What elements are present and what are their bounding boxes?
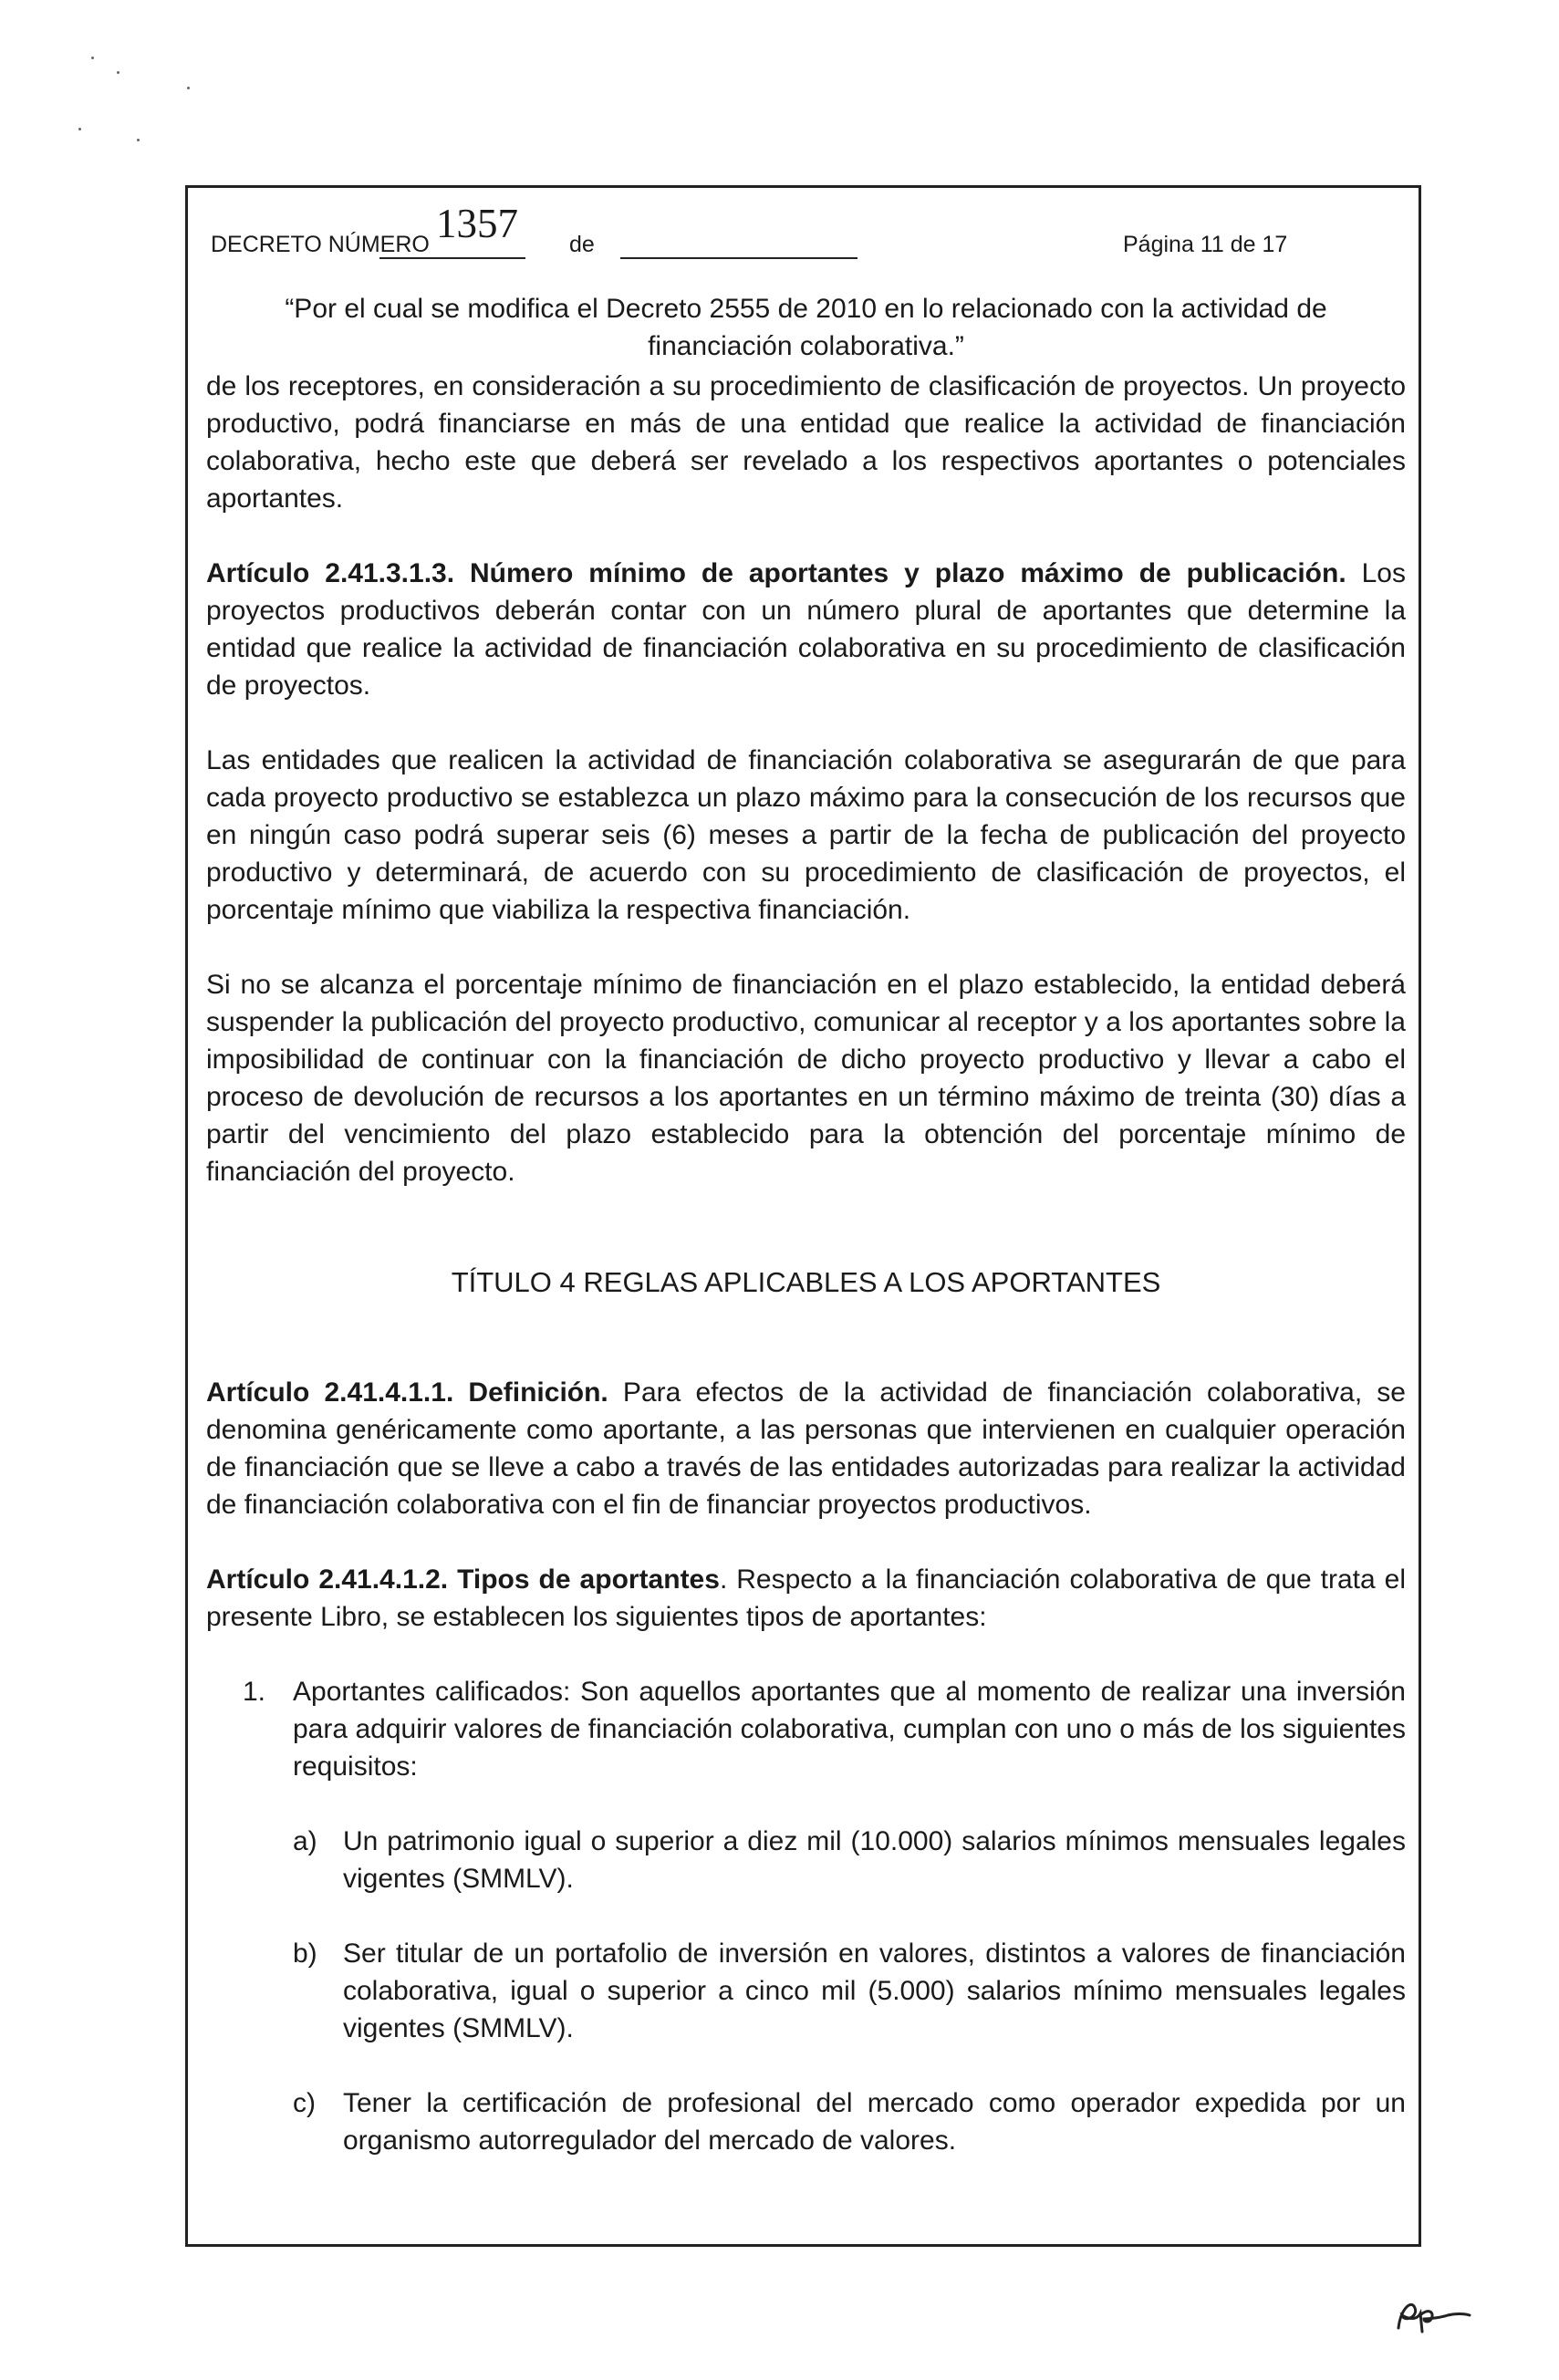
sub-item-c — [206, 2084, 1406, 2159]
list-number: 1. — [243, 1677, 266, 1707]
article-text: Los proyectos productivos deberán contar con un número plural de aportantes que determine la entidad que realice la actividad de financiación colaborativa en su procedimiento de clasificación de proyectos. — [206, 558, 1406, 701]
paragraph-plazo: Las entidades que realicen la actividad de financiación colaborativa se asegurarán de que para cada proyecto productivo se establezca un plazo máximo para la consecución de los recursos que en ningún caso podrá superar seis (6) meses a partir de la fecha de publicación del proyecto productivo y determinará, de acuerdo con su procedimiento de clasificación de proyectos, el porcentaje mínimo que viabiliza la respectiva financiación. — [206, 745, 1406, 925]
list-item — [206, 1673, 1406, 1785]
sub-item-text: Ser titular de un portafolio de inversión en valores, distintos a valores de financiación colaborativa, igual o superior a cinco mil (5.000) salarios mínimo mensuales legales vigentes (SMMLV). — [343, 1938, 1406, 2043]
article-title: Artículo 2.41.4.1.2. Tipos de aportantes — [206, 1564, 720, 1595]
number-underline — [379, 257, 525, 259]
page-number: Página 11 de 17 — [1123, 232, 1288, 257]
document-frame — [185, 185, 1421, 2247]
paragraph-receptores: de los receptores, en consideración a su procedimiento de clasificación de proyectos. Un proyecto productivo, podrá financiarse en más de una entidad que realice la actividad de financiación colaborativa, hecho este que deberá ser revelado a los respectivos aportantes o potenciales aportantes. — [206, 371, 1406, 514]
title-4-heading: TÍTULO 4 REGLAS APLICABLES A LOS APORTANTES — [451, 1266, 1161, 1298]
sub-item-label: a) — [293, 1826, 317, 1856]
de-label: de — [569, 232, 595, 257]
sub-item-text: Un patrimonio igual o superior a diez mil (10.000) salarios mínimos mensuales legales vigentes (SMMLV). — [343, 1826, 1406, 1894]
document-body — [206, 368, 1406, 2159]
article-title: Artículo 2.41.4.1.1. Definición. — [206, 1377, 608, 1408]
decreto-label: DECRETO NÚMERO — [211, 232, 430, 257]
sub-item-label: b) — [293, 1938, 317, 1969]
article-text: Para efectos de la actividad de financiación colaborativa, se denomina genéricamente como aportante, a las personas que intervienen en cualquier operación de financiación que se lleve a cabo a través de las entidades autorizadas para realizar la actividad de financiación colaborativa con el fin de financiar proyectos productivos. — [206, 1377, 1406, 1520]
article-2-41-4-1-1 — [206, 1374, 1406, 1523]
article-2-41-3-1-3 — [206, 555, 1406, 704]
sub-item-text: Tener la certificación de profesional del mercado como operador expedida por un organismo autorregulador del mercado de valores. — [343, 2088, 1406, 2156]
document-header — [206, 188, 1401, 261]
sub-item-a — [206, 1823, 1406, 1897]
decree-subtitle: “Por el cual se modifica el Decreto 2555 de 2010 en lo relacionado con la actividad de financiación colaborativa.” — [285, 294, 1327, 361]
sub-item-b — [206, 1935, 1406, 2047]
date-underline — [620, 257, 857, 259]
article-title: Artículo 2.41.3.1.3. Número mínimo de aportantes y plazo máximo de publicación. — [206, 558, 1346, 588]
sub-item-label: c) — [293, 2088, 316, 2118]
article-text: . Respecto a la financiación colaborativa de que trata el presente Libro, se establecen los siguientes tipos de aportantes: — [206, 1564, 1407, 1632]
article-2-41-4-1-2 — [206, 1561, 1406, 1636]
decreto-number: 1357 — [436, 201, 518, 246]
handwritten-initials-icon — [1391, 2292, 1473, 2337]
list-text: Aportantes calificados: Son aquellos aportantes que al momento de realizar una inversión para adquirir valores de financiación colaborativa, cumplan con uno o más de los siguientes requisitos: — [293, 1677, 1406, 1782]
paragraph-porcentaje: Si no se alcanza el porcentaje mínimo de financiación en el plazo establecido, la entidad deberá suspender la publicación del proyecto productivo, comunicar al receptor y a los aportantes sobre la imposibilidad de continuar con la financiación de dicho proyecto productivo y llevar a cabo el proceso de devolución de recursos a los aportantes en un término máximo de treinta (30) días a partir del vencimiento del plazo establecido para la obtención del porcentaje mínimo de financiación del proyecto. — [206, 970, 1406, 1187]
